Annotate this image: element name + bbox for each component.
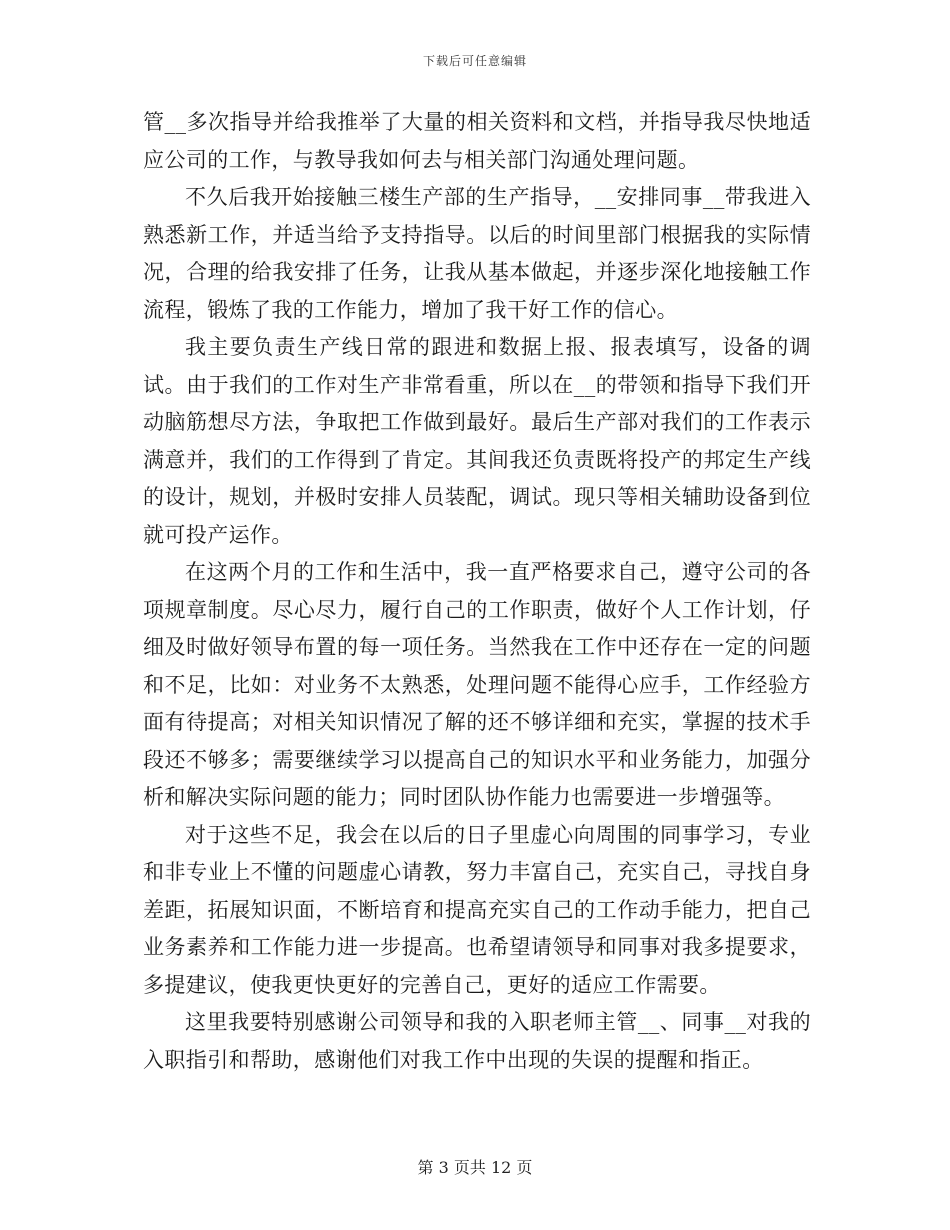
document-body bbox=[143, 104, 811, 1079]
paragraph: 在这两个月的工作和生活中，我一直严格要求自己，遵守公司的各项规章制度。尽心尽力，履行自己的工作职责，做好个人工作计划，仔细及时做好领导布置的每一项任务。当然我在工作中还存在一定的问题和不足，比如：对业务不太熟悉，处理问题不能得心应手，工作经验方面有待提高；对相关知识情况了解的还不够详细和充实，掌握的技术手段还不够多；需要继续学习以提高自己的知识水平和业务能力，加强分析和解决实际问题的能力；同时团队协作能力也需要进一步增强等。 bbox=[143, 560, 811, 809]
paragraph-continuation: 管__多次指导并给我推举了大量的相关资料和文档，并指导我尽快地适应公司的工作，与教导我如何去与相关部门沟通处理问题。 bbox=[143, 110, 811, 172]
page-header: 下载后可任意编辑 bbox=[422, 54, 527, 68]
page-number-footer: 第 3 页共 12 页 bbox=[417, 1158, 533, 1177]
paragraph: 我主要负责生产线日常的跟进和数据上报、报表填写，设备的调试。由于我们的工作对生产非常看重，所以在__的带领和指导下我们开动脑筋想尽方法，争取把工作做到最好。最后生产部对我们的工作表示满意并，我们的工作得到了肯定。其间我还负责既将投产的邦定生产线的设计，规划，并极时安排人员装配，调试。现只等相关辅助设备到位就可投产运作。 bbox=[143, 335, 811, 547]
paragraph: 对于这些不足，我会在以后的日子里虚心向周围的同事学习，专业和非专业上不懂的问题虚心请教，努力丰富自己，充实自己，寻找自身差距，拓展知识面，不断培育和提高充实自己的工作动手能力，把自己业务素养和工作能力进一步提高。也希望请领导和同事对我多提要求，多提建议，使我更快更好的完善自己，更好的适应工作需要。 bbox=[143, 822, 811, 997]
paragraph: 不久后我开始接触三楼生产部的生产指导，__安排同事__带我进入熟悉新工作，并适当给予支持指导。以后的时间里部门根据我的实际情况，合理的给我安排了任务，让我从基本做起，并逐步深化地接触工作流程，锻炼了我的工作能力，增加了我干好工作的信心。 bbox=[143, 185, 811, 322]
paragraph: 这里我要特别感谢公司领导和我的入职老师主管__、同事__对我的入职指引和帮助，感谢他们对我工作中出现的失误的提醒和指正。 bbox=[143, 1010, 811, 1072]
